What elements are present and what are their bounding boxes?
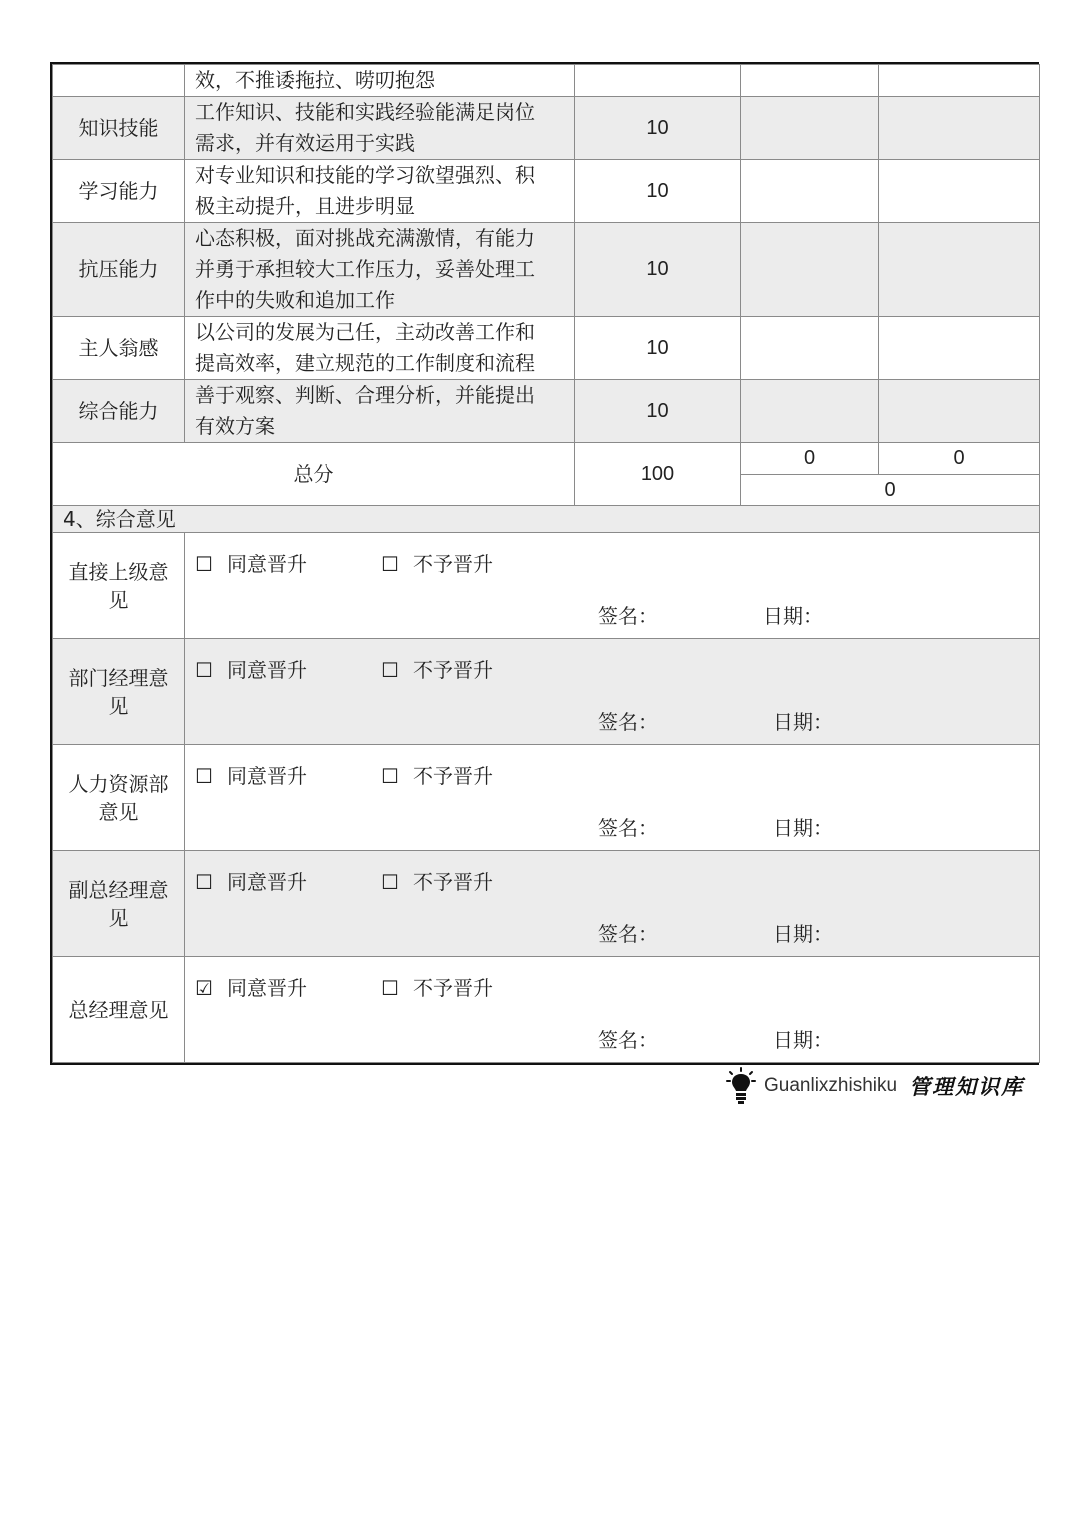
criteria-description: [185, 380, 575, 443]
reject-checkbox[interactable]: ☐: [381, 658, 399, 682]
criteria-description-line: 有效方案: [195, 414, 275, 438]
superior-rating-cell[interactable]: [879, 65, 1040, 97]
opinion-reviewer-line: 见: [108, 905, 129, 930]
criteria-max-score: [575, 65, 741, 97]
opinion-row: [53, 851, 1040, 957]
criteria-row: [53, 160, 1040, 223]
opinion-reviewer-line: 部门经理意: [68, 665, 169, 690]
agree-checkbox[interactable]: ☐: [195, 764, 213, 788]
criteria-description: [185, 317, 575, 380]
criteria-description-line: 极主动提升，且进步明显: [195, 194, 415, 218]
signature-field[interactable]: 签名：: [598, 1028, 658, 1052]
final-score: 0: [741, 474, 1040, 506]
self-score: 0: [741, 443, 879, 475]
agree-option[interactable]: [195, 551, 307, 577]
opinion-content: [185, 745, 1040, 851]
agree-label: 同意晋升: [227, 552, 307, 576]
reject-option[interactable]: [381, 657, 493, 683]
opinion-content: [185, 957, 1040, 1063]
criteria-description: [185, 65, 575, 97]
criteria-description-line: 对专业知识和技能的学习欲望强烈、积: [195, 163, 535, 187]
evaluation-form: [50, 62, 1039, 1065]
superior-rating-cell[interactable]: [879, 160, 1040, 223]
signature-field[interactable]: 签名：: [598, 816, 658, 840]
self-rating-cell[interactable]: [741, 65, 879, 97]
date-field[interactable]: 日期：: [773, 922, 833, 946]
section-4-row: [53, 506, 1040, 533]
criteria-name: 主人翁感: [53, 317, 185, 380]
date-field[interactable]: 日期：: [773, 1028, 833, 1052]
date-field[interactable]: 日期：: [773, 816, 833, 840]
opinion-reviewer-line: 总经理意见: [68, 997, 169, 1022]
opinion-reviewer: [53, 533, 185, 639]
reject-checkbox[interactable]: ☐: [381, 870, 399, 894]
reject-label: 不予晋升: [413, 658, 493, 682]
agree-checkbox[interactable]: ☐: [195, 658, 213, 682]
agree-label: 同意晋升: [227, 870, 307, 894]
criteria-max-score: 10: [575, 97, 741, 160]
superior-rating-cell[interactable]: [879, 317, 1040, 380]
criteria-name: [53, 65, 185, 97]
opinion-content: [185, 533, 1040, 639]
criteria-name: 抗压能力: [53, 223, 185, 317]
section-4-title: 4、综合意见: [53, 506, 1040, 533]
opinion-row: [53, 745, 1040, 851]
criteria-description-line: 心态积极，面对挑战充满激情，有能力: [195, 226, 535, 250]
criteria-description-line: 作中的失败和追加工作: [195, 288, 395, 312]
criteria-description-line: 以公司的发展为己任，主动改善工作和: [195, 320, 535, 344]
opinion-reviewer-line: 见: [108, 693, 129, 718]
reject-label: 不予晋升: [413, 764, 493, 788]
total-score: 100: [575, 443, 741, 506]
superior-rating-cell[interactable]: [879, 97, 1040, 160]
date-field[interactable]: 日期：: [773, 710, 833, 734]
criteria-name: 学习能力: [53, 160, 185, 223]
opinion-content: [185, 639, 1040, 745]
opinion-reviewer-line: 直接上级意: [68, 559, 169, 584]
reject-checkbox[interactable]: ☐: [381, 764, 399, 788]
agree-option[interactable]: [195, 763, 307, 789]
reject-label: 不予晋升: [413, 870, 493, 894]
criteria-description-line: 需求，并有效运用于实践: [195, 131, 415, 155]
criteria-description: [185, 160, 575, 223]
opinion-row: [53, 533, 1040, 639]
criteria-row: [53, 65, 1040, 97]
criteria-description-line: 并勇于承担较大工作压力，妥善处理工: [195, 257, 535, 281]
opinion-reviewer: [53, 745, 185, 851]
opinion-reviewer: [53, 639, 185, 745]
opinion-reviewer: [53, 957, 185, 1063]
reject-option[interactable]: [381, 763, 493, 789]
date-field[interactable]: 日期：: [763, 604, 823, 628]
opinion-content: [185, 851, 1040, 957]
criteria-description-line: 提高效率，建立规范的工作制度和流程: [195, 351, 535, 375]
opinion-reviewer-line: 见: [108, 587, 129, 612]
superior-score: 0: [879, 443, 1040, 475]
lightbulb-icon: [726, 1067, 756, 1105]
agree-checkbox[interactable]: ☐: [195, 552, 213, 576]
agree-checkbox[interactable]: ☑: [195, 976, 213, 1000]
criteria-description-line: 效，不推诿拖拉、唠叨抱怨: [195, 68, 435, 92]
criteria-description: [185, 97, 575, 160]
criteria-row: [53, 380, 1040, 443]
criteria-row: [53, 97, 1040, 160]
criteria-max-score: 10: [575, 160, 741, 223]
self-rating-cell[interactable]: [741, 317, 879, 380]
opinion-reviewer-line: 人力资源部: [68, 771, 169, 796]
criteria-row: [53, 317, 1040, 380]
opinion-row: [53, 639, 1040, 745]
agree-option[interactable]: [195, 975, 307, 1001]
agree-checkbox[interactable]: ☐: [195, 870, 213, 894]
criteria-row: [53, 223, 1040, 317]
opinion-row: [53, 957, 1040, 1063]
total-label: 总分: [53, 443, 575, 506]
superior-rating-cell[interactable]: [879, 223, 1040, 317]
criteria-max-score: 10: [575, 223, 741, 317]
opinion-reviewer: [53, 851, 185, 957]
reject-option[interactable]: [381, 551, 493, 577]
reject-option[interactable]: [381, 975, 493, 1001]
criteria-name: 综合能力: [53, 380, 185, 443]
agree-label: 同意晋升: [227, 764, 307, 788]
agree-label: 同意晋升: [227, 658, 307, 682]
opinion-reviewer-line: 意见: [98, 799, 139, 824]
agree-label: 同意晋升: [227, 976, 307, 1000]
signature-field[interactable]: 签名：: [598, 922, 658, 946]
reject-option[interactable]: [381, 869, 493, 895]
agree-option[interactable]: [195, 657, 307, 683]
signature-field[interactable]: 签名：: [598, 710, 658, 734]
brand-footer: [726, 1066, 1024, 1106]
self-rating-cell[interactable]: [741, 380, 879, 443]
agree-option[interactable]: [195, 869, 307, 895]
reject-checkbox[interactable]: ☐: [381, 552, 399, 576]
brand-name-en: Guanlixzhishiku: [764, 1075, 898, 1096]
self-rating-cell[interactable]: [741, 223, 879, 317]
total-row: [53, 443, 1040, 475]
criteria-description-line: 善于观察、判断、合理分析，并能提出: [195, 383, 535, 407]
reject-label: 不予晋升: [413, 552, 493, 576]
criteria-table: [52, 64, 1040, 1063]
reject-checkbox[interactable]: ☐: [381, 976, 399, 1000]
reject-label: 不予晋升: [413, 976, 493, 1000]
opinion-reviewer-line: 副总经理意: [68, 877, 169, 902]
criteria-name: 知识技能: [53, 97, 185, 160]
brand-name-cn: 管理知识库: [909, 1074, 1025, 1099]
criteria-description: [185, 223, 575, 317]
self-rating-cell[interactable]: [741, 160, 879, 223]
criteria-max-score: 10: [575, 317, 741, 380]
criteria-description-line: 工作知识、技能和实践经验能满足岗位: [195, 100, 535, 124]
criteria-max-score: 10: [575, 380, 741, 443]
self-rating-cell[interactable]: [741, 97, 879, 160]
signature-field[interactable]: 签名：: [598, 604, 658, 628]
superior-rating-cell[interactable]: [879, 380, 1040, 443]
